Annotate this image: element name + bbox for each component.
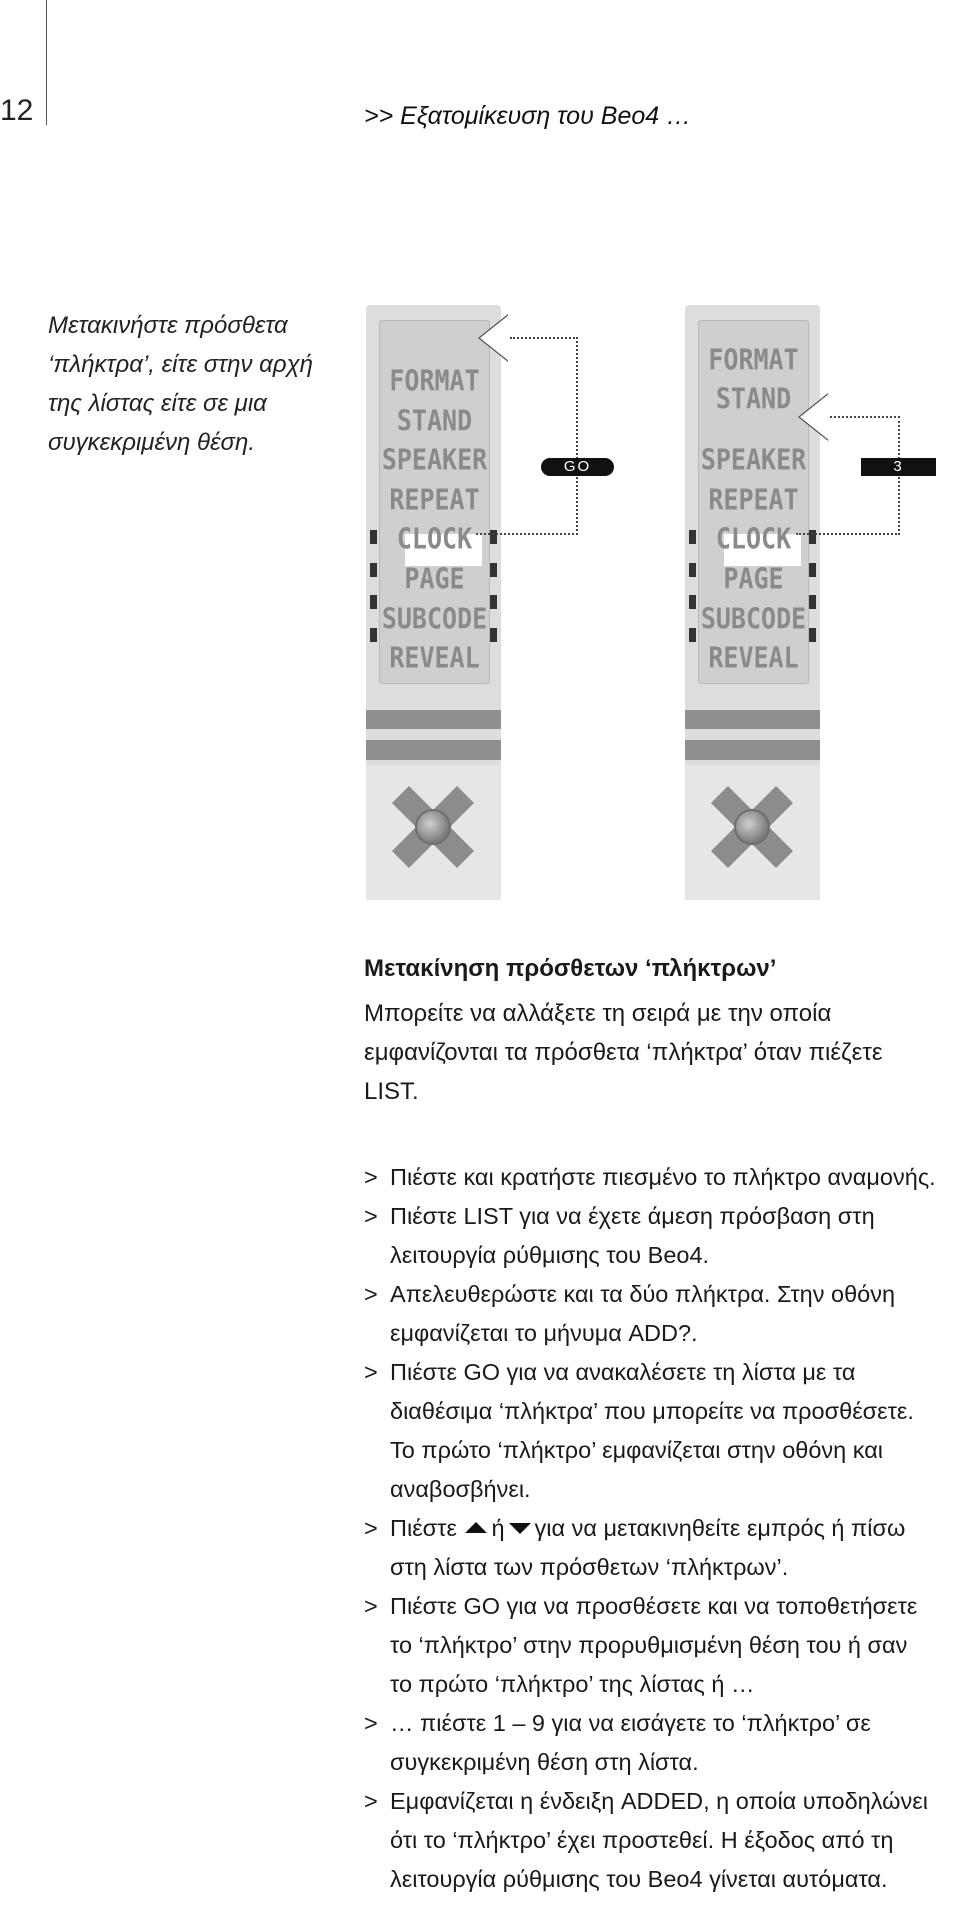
display-item: FORMAT [389, 363, 480, 398]
step-line: στη λίστα των πρόσθετων ‘πλήκτρων’. [390, 1554, 789, 1580]
display-tick [370, 563, 377, 577]
intro-line: Μπορείτε να αλλάξετε τη σειρά με την οποία [364, 1000, 832, 1027]
step-line: … πιέστε 1 – 9 για να εισάγετε το ‘πλήκτρο’ σε [390, 1710, 871, 1736]
display-tick [809, 628, 816, 642]
step-item [364, 1353, 960, 1509]
step-item [364, 1197, 960, 1275]
dotted-leader [830, 416, 900, 418]
insert-pointer-icon [480, 314, 510, 362]
step-line: λειτουργία ρύθμισης του Beo4. [390, 1242, 710, 1268]
remote-bar [685, 710, 820, 729]
step-line [390, 1509, 960, 1548]
step-line: Το πρώτο ‘πλήκτρο’ εμφανίζεται στην οθόνη και [390, 1437, 884, 1463]
display-tick [689, 595, 696, 609]
caption-line: ‘πλήκτρα’, είτε στην αρχή [48, 351, 313, 378]
intro-line: LIST. [364, 1078, 419, 1105]
intro-line: εμφανίζονται τα πρόσθετα ‘πλήκτρα’ όταν πιέζετε [364, 1039, 883, 1066]
step-line: εμφανίζεται το μήνυμα ADD?. [390, 1320, 698, 1346]
remote-display [379, 320, 490, 684]
display-item: PAGE [404, 561, 465, 596]
display-item-highlighted: CLOCK [715, 521, 792, 556]
remote-bar [366, 710, 501, 729]
display-tick [490, 628, 497, 642]
step-item [364, 1782, 960, 1899]
display-tick [809, 595, 816, 609]
display-tick [370, 628, 377, 642]
step-marker: > [364, 1593, 378, 1619]
display-item: PAGE [723, 561, 784, 596]
section-intro [364, 994, 954, 1111]
digit-key-label: 3 [861, 458, 936, 476]
margin-rule [46, 0, 47, 125]
step-text: ή [491, 1515, 505, 1541]
display-item: SUBCODE [381, 601, 488, 636]
display-item: REPEAT [389, 482, 480, 517]
step-line: Πιέστε GO για να προσθέσετε και να τοποθετήσετε [390, 1593, 918, 1619]
down-arrow-icon [509, 1523, 531, 1534]
step-line: το ‘πλήκτρο’ στην προρυθμισμένη θέση του ή σαν [390, 1632, 908, 1658]
step-marker: > [364, 1515, 378, 1541]
remote-display [698, 320, 809, 684]
dotted-leader [510, 337, 578, 339]
step-line: Πιέστε LIST για να έχετε άμεση πρόσβαση στη [390, 1203, 875, 1229]
caption-line: Μετακινήστε πρόσθετα [48, 312, 288, 339]
display-item: STAND [396, 403, 473, 438]
display-item: STAND [715, 381, 792, 416]
display-tick [370, 530, 377, 544]
step-text: Πιέστε [390, 1515, 457, 1541]
navigation-cross-icon [702, 777, 802, 877]
insert-pointer-icon [800, 393, 830, 441]
navigation-cross-icon [383, 777, 483, 877]
display-item: REVEAL [389, 640, 480, 675]
dotted-leader [476, 533, 578, 535]
step-item [364, 1587, 960, 1704]
display-item: SUBCODE [700, 601, 807, 636]
running-head: >> Εξατομίκευση του Beo4 … [364, 102, 692, 130]
remote-bar [366, 740, 501, 760]
dotted-leader [796, 533, 900, 535]
step-line: Πιέστε GO για να ανακαλέσετε τη λίστα με τα [390, 1359, 856, 1385]
remote-illustration-1 [366, 305, 501, 900]
step-item [364, 1509, 960, 1587]
display-tick [809, 563, 816, 577]
dotted-leader [576, 337, 578, 535]
display-item: REVEAL [708, 640, 799, 675]
page-number: 12 [0, 94, 34, 127]
step-line: ότι το ‘πλήκτρο’ έχει προστεθεί. Η έξοδος από τη [390, 1827, 894, 1853]
step-line: Απελευθερώστε και τα δύο πλήκτρα. Στην οθόνη [390, 1281, 896, 1307]
step-line: συγκεκριμένη θέση στη λίστα. [390, 1749, 699, 1775]
steps-list [364, 1158, 960, 1899]
step-marker: > [364, 1710, 378, 1736]
display-item: SPEAKER [700, 442, 807, 477]
up-arrow-icon [465, 1522, 487, 1533]
display-item: SPEAKER [381, 442, 488, 477]
step-line: λειτουργία ρύθμισης του Beo4 γίνεται αυτόματα. [390, 1866, 888, 1892]
display-tick [689, 628, 696, 642]
step-marker: > [364, 1788, 378, 1814]
step-marker: > [364, 1164, 378, 1190]
caption [48, 306, 338, 462]
display-tick [490, 595, 497, 609]
section-heading: Μετακίνηση πρόσθετων ‘πλήκτρων’ [364, 955, 777, 982]
step-marker: > [364, 1203, 378, 1229]
step-line: το πρώτο ‘πλήκτρο’ της λίστας ή … [390, 1671, 755, 1697]
step-text: για να μετακινηθείτε εμπρός ή πίσω [534, 1515, 906, 1541]
caption-line: της λίστας είτε σε μια [48, 390, 267, 417]
display-tick [370, 595, 377, 609]
go-key-label: GO [541, 458, 614, 476]
display-tick [689, 563, 696, 577]
step-line: αναβοσβήνει. [390, 1476, 531, 1502]
caption-line: συγκεκριμένη θέση. [48, 429, 256, 456]
step-line: Πιέστε και κρατήστε πιεσμένο το πλήκτρο αναμονής. [390, 1164, 936, 1190]
step-marker: > [364, 1281, 378, 1307]
display-tick [490, 563, 497, 577]
step-line: Εμφανίζεται η ένδειξη ADDED, η οποία υποδηλώνει [390, 1788, 928, 1814]
step-marker: > [364, 1359, 378, 1385]
step-item [364, 1275, 960, 1353]
display-item-highlighted: CLOCK [396, 521, 473, 556]
remote-bar [685, 740, 820, 760]
step-line: διαθέσιμα ‘πλήκτρα’ που μπορείτε να προσθέσετε. [390, 1398, 914, 1424]
display-tick [689, 530, 696, 544]
step-item [364, 1158, 960, 1197]
display-item: FORMAT [708, 342, 799, 377]
step-item [364, 1704, 960, 1782]
display-item: REPEAT [708, 482, 799, 517]
